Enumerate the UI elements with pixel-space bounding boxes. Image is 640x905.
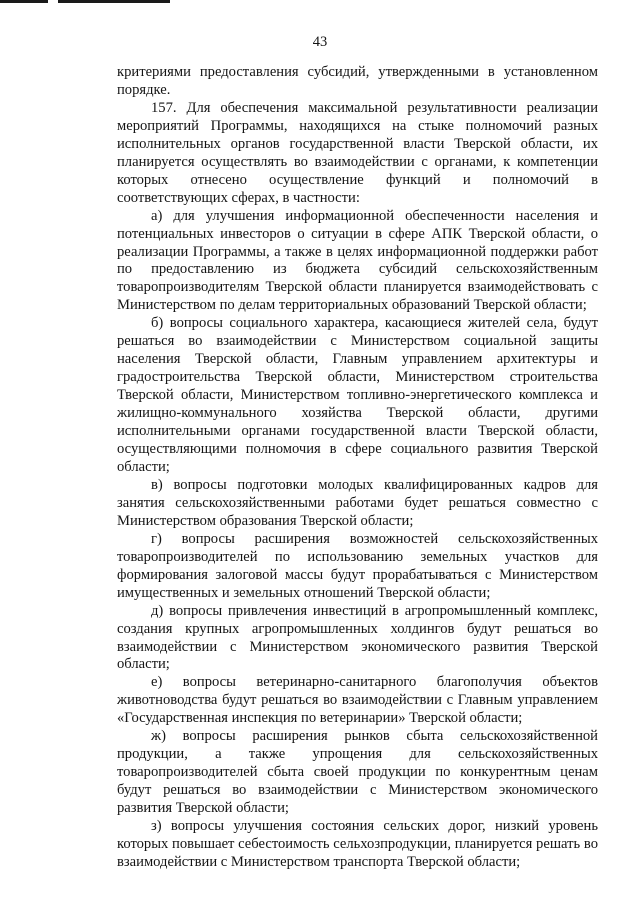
paragraph-item-v: в) вопросы подготовки молодых квалифицированных кадров для занятия сельскохозяйственными работами будет решаться совместно с Министерством образования Тверской области; [117, 476, 598, 529]
body-text [117, 64, 598, 872]
paragraph-item-e: е) вопросы ветеринарно-санитарного благополучия объектов животноводства будут решаться во взаимодействии с Главным управлением «Государственная инспекция по ветеринарии» Тверской области; [117, 674, 598, 727]
paragraph-item-d: д) вопросы привлечения инвестиций в агропромышленный комплекс, создания крупных агропромышленных холдингов будут решаться во взаимодействии с Министерством экономического развития Тверской области; [117, 602, 598, 673]
top-border-rule [0, 0, 48, 3]
paragraph-item-b: б) вопросы социального характера, касающиеся жителей села, будут решаться во взаимодействии с Министерством социальной защиты населения Тверской области, Главным управлением архитектуры и градостроительства Тверской области, Министерством строительства Тверской области, Министерством топливно-энергетического комплекса и жилищно-коммунального хозяйства Тверской области, другими исполнительными органами государственной власти Тверской области, осуществляющими полномочия в сфере социального развития Тверской области; [117, 315, 598, 475]
paragraph-item-g: г) вопросы расширения возможностей сельскохозяйственных товаропроизводителей по использованию земельных участков для формирования залоговой массы будут прорабатываться с Министерством имущественных и земельных отношений Тверской области; [117, 530, 598, 601]
top-border-rule [58, 0, 170, 3]
paragraph-continuation: критериями предоставления субсидий, утвержденными в установленном порядке. [117, 64, 598, 98]
paragraph-item-zh: ж) вопросы расширения рынков сбыта сельскохозяйственной продукции, а также упрощения для сельскохозяйственных товаропроизводителей сбыта своей продукции по конкурентным ценам будут решаться во взаимодействии с Министерством экономического развития Тверской области; [117, 728, 598, 817]
paragraph-item-a: а) для улучшения информационной обеспеченности населения и потенциальных инвесторов о ситуации в сфере АПК Тверской области, о реализации Программы, а также в целях информационной поддержки работ по предоставлению из бюджета субсидий сельскохозяйственным товаропроизводителям Тверской области планируется взаимодействовать с Министерством по делам территориальных образований Тверской области; [117, 207, 598, 314]
paragraph-157: 157. Для обеспечения максимальной результативности реализации мероприятий Программы, находящихся на стыке полномочий разных исполнительных органов государственной власти Тверской области, их планируется осуществлять во взаимодействии с органами, к компетенции которых отнесено осуществление функций и полномочий в соответствующих сферах, в частности: [117, 99, 598, 206]
paragraph-item-z: з) вопросы улучшения состояния сельских дорог, низкий уровень которых повышает себестоимость сельхозпродукции, планируется решать во взаимодействии с Министерством транспорта Тверской области; [117, 818, 598, 870]
page-number: 43 [312, 34, 328, 50]
